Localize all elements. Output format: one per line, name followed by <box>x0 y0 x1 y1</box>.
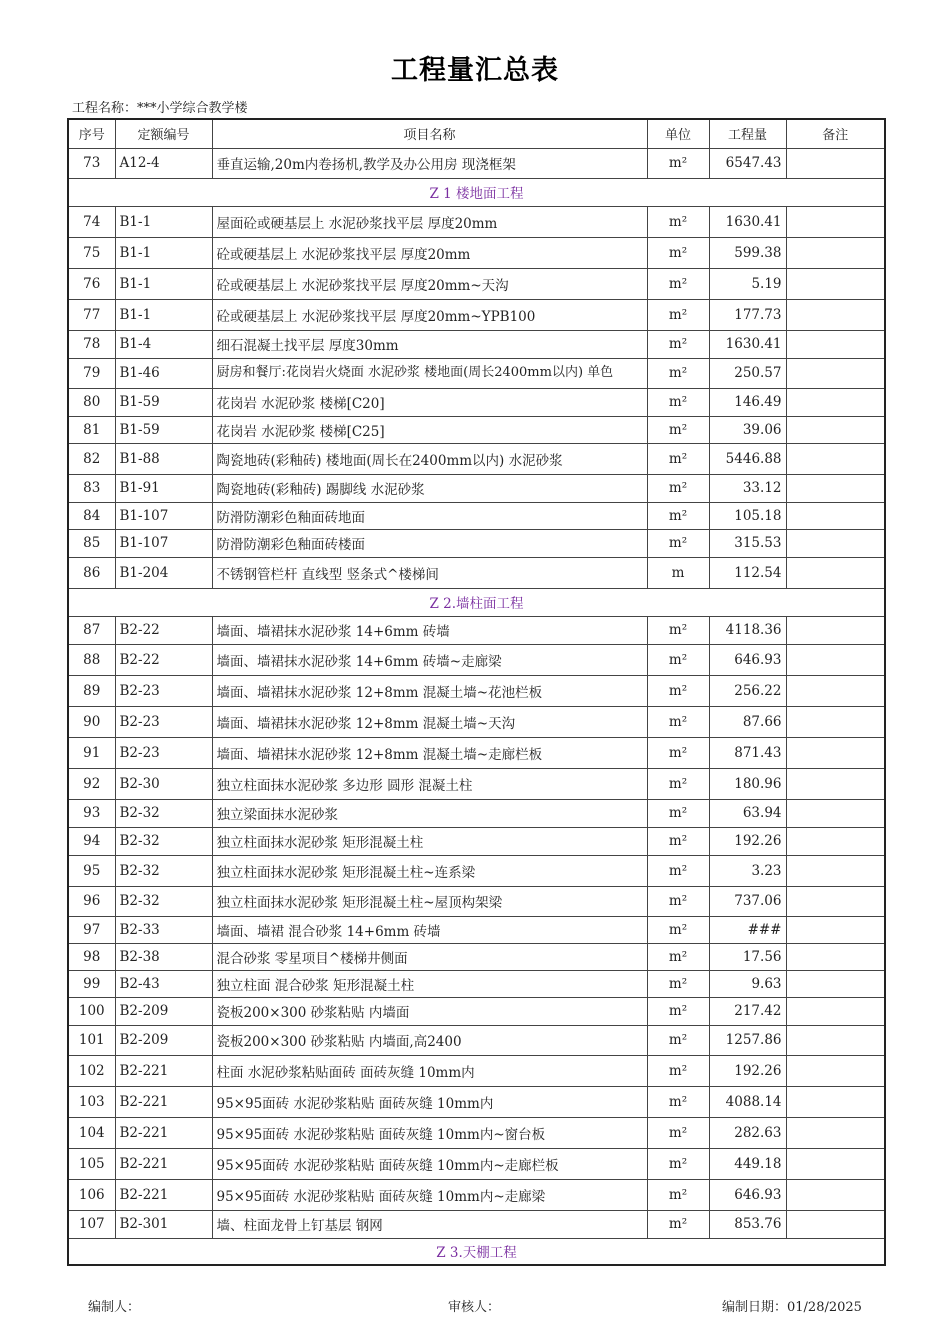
row-number-cell: 79 <box>68 358 115 388</box>
unit-cell: m² <box>647 148 709 178</box>
remark-cell <box>786 358 885 388</box>
item-name-cell: 不锈钢管栏杆 直线型 竖条式^楼梯间 <box>212 557 647 588</box>
quantity-cell: 217.42 <box>709 997 786 1025</box>
quota-code-cell: B2-221 <box>115 1179 212 1210</box>
quota-code-cell: B1-59 <box>115 388 212 416</box>
remark-cell <box>786 1025 885 1055</box>
quantity-cell: 6547.43 <box>709 148 786 178</box>
item-name-cell: 独立柱面抹水泥砂浆 矩形混凝土柱~连系梁 <box>212 855 647 886</box>
section-row <box>68 588 885 616</box>
table-row <box>68 206 885 237</box>
quantity-cell: 146.49 <box>709 388 786 416</box>
unit-cell: m² <box>647 799 709 827</box>
quota-code-cell: B2-22 <box>115 644 212 675</box>
table-row <box>68 299 885 330</box>
unit-cell: m² <box>647 1148 709 1179</box>
remark-cell <box>786 299 885 330</box>
unit-cell: m² <box>647 330 709 358</box>
row-number-cell: 107 <box>68 1210 115 1238</box>
row-number-cell: 85 <box>68 529 115 557</box>
table-row <box>68 388 885 416</box>
row-number-cell: 102 <box>68 1055 115 1086</box>
header-unit: 单位 <box>647 119 709 148</box>
table-row <box>68 1086 885 1117</box>
page-title: 工程量汇总表 <box>391 55 559 86</box>
remark-cell <box>786 388 885 416</box>
quantity-cell: 180.96 <box>709 768 786 799</box>
quantity-cell: ### <box>709 916 786 943</box>
table-row <box>68 886 885 916</box>
quantity-cell: 1630.41 <box>709 206 786 237</box>
item-name-cell: 墙、柱面龙骨上钉基层 钢网 <box>212 1210 647 1238</box>
remark-cell <box>786 416 885 443</box>
unit-cell: m² <box>647 299 709 330</box>
item-name-cell: 厨房和餐厅:花岗岩火烧面 水泥砂浆 楼地面(周长2400mm以内) 单色 <box>212 358 647 388</box>
unit-cell: m² <box>647 416 709 443</box>
quantity-cell: 39.06 <box>709 416 786 443</box>
item-name-cell: 95×95面砖 水泥砂浆粘贴 面砖灰缝 10mm内~窗台板 <box>212 1117 647 1148</box>
reviewer-label: 审核人： <box>448 1300 501 1315</box>
row-number-cell: 91 <box>68 737 115 768</box>
quantity-cell: 3.23 <box>709 855 786 886</box>
quota-code-cell: B2-32 <box>115 855 212 886</box>
row-number-cell: 78 <box>68 330 115 358</box>
quota-code-cell: B2-301 <box>115 1210 212 1238</box>
item-name-cell: 瓷板200×300 砂浆粘贴 内墙面 <box>212 997 647 1025</box>
quota-code-cell: B1-1 <box>115 237 212 268</box>
remark-cell <box>786 557 885 588</box>
unit-cell: m² <box>647 827 709 855</box>
table-row <box>68 768 885 799</box>
row-number-cell: 105 <box>68 1148 115 1179</box>
row-number-cell: 77 <box>68 299 115 330</box>
remark-cell <box>786 148 885 178</box>
unit-cell: m² <box>647 268 709 299</box>
quota-code-cell: B2-221 <box>115 1086 212 1117</box>
quantity-cell: 87.66 <box>709 706 786 737</box>
item-name-cell: 95×95面砖 水泥砂浆粘贴 面砖灰缝 10mm内~走廊栏板 <box>212 1148 647 1179</box>
row-number-cell: 97 <box>68 916 115 943</box>
unit-cell: m² <box>647 855 709 886</box>
header-remark: 备注 <box>786 119 885 148</box>
table-row <box>68 474 885 502</box>
remark-cell <box>786 768 885 799</box>
quota-code-cell: B2-30 <box>115 768 212 799</box>
quota-code-cell: B1-4 <box>115 330 212 358</box>
row-number-cell: 95 <box>68 855 115 886</box>
item-name-cell: 花岗岩 水泥砂浆 楼梯[C20] <box>212 388 647 416</box>
table-row <box>68 970 885 997</box>
quantity-cell: 33.12 <box>709 474 786 502</box>
quota-code-cell: B1-1 <box>115 299 212 330</box>
item-name-cell: 墙面、墙裙抹水泥砂浆 14+6mm 砖墙 <box>212 616 647 644</box>
quantity-cell: 256.22 <box>709 675 786 706</box>
quantity-cell: 192.26 <box>709 827 786 855</box>
quantity-cell: 177.73 <box>709 299 786 330</box>
header-code: 定额编号 <box>115 119 212 148</box>
unit-cell: m² <box>647 616 709 644</box>
remark-cell <box>786 827 885 855</box>
row-number-cell: 90 <box>68 706 115 737</box>
unit-cell: m² <box>647 916 709 943</box>
preparer-label: 编制人： <box>88 1300 141 1315</box>
item-name-cell: 墙面、墙裙 混合砂浆 14+6mm 砖墙 <box>212 916 647 943</box>
unit-cell: m² <box>647 997 709 1025</box>
item-name-cell: 砼或硬基层上 水泥砂浆找平层 厚度20mm <box>212 237 647 268</box>
table-row <box>68 268 885 299</box>
table-row <box>68 1117 885 1148</box>
quantity-cell: 63.94 <box>709 799 786 827</box>
table-row <box>68 644 885 675</box>
remark-cell <box>786 644 885 675</box>
unit-cell: m² <box>647 358 709 388</box>
remark-cell <box>786 916 885 943</box>
quota-code-cell: B2-32 <box>115 799 212 827</box>
quantity-cell: 853.76 <box>709 1210 786 1238</box>
row-number-cell: 100 <box>68 997 115 1025</box>
project-name: 工程名称：***小学综合教学楼 <box>72 101 248 116</box>
item-name-cell: 砼或硬基层上 水泥砂浆找平层 厚度20mm~YPB100 <box>212 299 647 330</box>
table-row <box>68 529 885 557</box>
quota-code-cell: A12-4 <box>115 148 212 178</box>
remark-cell <box>786 1117 885 1148</box>
quota-code-cell: B2-43 <box>115 970 212 997</box>
item-name-cell: 墙面、墙裙抹水泥砂浆 12+8mm 混凝土墙~走廊栏板 <box>212 737 647 768</box>
row-number-cell: 86 <box>68 557 115 588</box>
quantity-cell: 282.63 <box>709 1117 786 1148</box>
table-row <box>68 1210 885 1238</box>
remark-cell <box>786 1086 885 1117</box>
unit-cell: m² <box>647 737 709 768</box>
quota-code-cell: B1-88 <box>115 443 212 474</box>
remark-cell <box>786 943 885 970</box>
unit-cell: m² <box>647 706 709 737</box>
section-row <box>68 1238 885 1265</box>
table-row <box>68 358 885 388</box>
quantity-cell: 871.43 <box>709 737 786 768</box>
unit-cell: m² <box>647 768 709 799</box>
item-name-cell: 屋面砼或硬基层上 水泥砂浆找平层 厚度20mm <box>212 206 647 237</box>
remark-cell <box>786 268 885 299</box>
table-row <box>68 557 885 588</box>
table-row <box>68 502 885 529</box>
quota-code-cell: B2-23 <box>115 737 212 768</box>
unit-cell: m² <box>647 474 709 502</box>
quantity-cell: 4118.36 <box>709 616 786 644</box>
quota-code-cell: B1-1 <box>115 268 212 299</box>
unit-cell: m² <box>647 675 709 706</box>
unit-cell: m² <box>647 443 709 474</box>
quantity-cell: 192.26 <box>709 1055 786 1086</box>
table-row <box>68 416 885 443</box>
row-number-cell: 101 <box>68 1025 115 1055</box>
unit-cell: m² <box>647 502 709 529</box>
item-name-cell: 陶瓷地砖(彩釉砖) 楼地面(周长在2400mm以内) 水泥砂浆 <box>212 443 647 474</box>
unit-cell: m² <box>647 886 709 916</box>
item-name-cell: 陶瓷地砖(彩釉砖) 踢脚线 水泥砂浆 <box>212 474 647 502</box>
unit-cell: m² <box>647 943 709 970</box>
remark-cell <box>786 1148 885 1179</box>
table-header-row <box>68 119 885 148</box>
section-row <box>68 178 885 206</box>
unit-cell: m² <box>647 529 709 557</box>
remark-cell <box>786 886 885 916</box>
header-name: 项目名称 <box>212 119 647 148</box>
item-name-cell: 花岗岩 水泥砂浆 楼梯[C25] <box>212 416 647 443</box>
quantity-cell: 646.93 <box>709 1179 786 1210</box>
item-name-cell: 独立柱面抹水泥砂浆 矩形混凝土柱~屋顶构架梁 <box>212 886 647 916</box>
item-name-cell: 墙面、墙裙抹水泥砂浆 14+6mm 砖墙~走廊梁 <box>212 644 647 675</box>
row-number-cell: 82 <box>68 443 115 474</box>
quota-code-cell: B2-38 <box>115 943 212 970</box>
quota-code-cell: B2-22 <box>115 616 212 644</box>
quota-code-cell: B1-91 <box>115 474 212 502</box>
table-row <box>68 916 885 943</box>
row-number-cell: 104 <box>68 1117 115 1148</box>
item-name-cell: 柱面 水泥砂浆粘贴面砖 面砖灰缝 10mm内 <box>212 1055 647 1086</box>
unit-cell: m² <box>647 970 709 997</box>
remark-cell <box>786 997 885 1025</box>
table-row <box>68 1055 885 1086</box>
row-number-cell: 99 <box>68 970 115 997</box>
header-qty: 工程量 <box>709 119 786 148</box>
quantity-cell: 1630.41 <box>709 330 786 358</box>
date-label: 编制日期：01/28/2025 <box>722 1300 862 1315</box>
quantity-cell: 5.19 <box>709 268 786 299</box>
unit-cell: m² <box>647 1025 709 1055</box>
quota-code-cell: B1-204 <box>115 557 212 588</box>
table-row <box>68 237 885 268</box>
quota-code-cell: B2-221 <box>115 1055 212 1086</box>
header-no: 序号 <box>68 119 115 148</box>
item-name-cell: 混合砂浆 零星项目^楼梯井侧面 <box>212 943 647 970</box>
item-name-cell: 防滑防潮彩色釉面砖地面 <box>212 502 647 529</box>
table-body <box>68 119 885 1265</box>
quota-code-cell: B2-209 <box>115 1025 212 1055</box>
quota-code-cell: B2-32 <box>115 827 212 855</box>
quota-code-cell: B2-33 <box>115 916 212 943</box>
quota-code-cell: B1-107 <box>115 529 212 557</box>
remark-cell <box>786 970 885 997</box>
row-number-cell: 75 <box>68 237 115 268</box>
item-name-cell: 防滑防潮彩色釉面砖楼面 <box>212 529 647 557</box>
item-name-cell: 独立柱面抹水泥砂浆 多边形 圆形 混凝土柱 <box>212 768 647 799</box>
remark-cell <box>786 706 885 737</box>
quantity-cell: 315.53 <box>709 529 786 557</box>
row-number-cell: 87 <box>68 616 115 644</box>
quota-code-cell: B1-107 <box>115 502 212 529</box>
quantity-cell: 599.38 <box>709 237 786 268</box>
table-row <box>68 1179 885 1210</box>
remark-cell <box>786 1210 885 1238</box>
quantity-cell: 1257.86 <box>709 1025 786 1055</box>
remark-cell <box>786 206 885 237</box>
remark-cell <box>786 675 885 706</box>
remark-cell <box>786 330 885 358</box>
remark-cell <box>786 855 885 886</box>
quantity-cell: 17.56 <box>709 943 786 970</box>
unit-cell: m <box>647 557 709 588</box>
row-number-cell: 96 <box>68 886 115 916</box>
remark-cell <box>786 237 885 268</box>
table-row <box>68 943 885 970</box>
unit-cell: m² <box>647 644 709 675</box>
item-name-cell: 独立柱面 混合砂浆 矩形混凝土柱 <box>212 970 647 997</box>
unit-cell: m² <box>647 1210 709 1238</box>
item-name-cell: 垂直运输,20m内卷扬机,教学及办公用房 现浇框架 <box>212 148 647 178</box>
table-row <box>68 616 885 644</box>
item-name-cell: 独立梁面抹水泥砂浆 <box>212 799 647 827</box>
quantity-cell: 105.18 <box>709 502 786 529</box>
quantity-cell: 646.93 <box>709 644 786 675</box>
item-name-cell: 墙面、墙裙抹水泥砂浆 12+8mm 混凝土墙~天沟 <box>212 706 647 737</box>
quota-code-cell: B2-221 <box>115 1117 212 1148</box>
quota-code-cell: B2-32 <box>115 886 212 916</box>
unit-cell: m² <box>647 1055 709 1086</box>
table-row <box>68 443 885 474</box>
quantity-cell: 112.54 <box>709 557 786 588</box>
remark-cell <box>786 529 885 557</box>
section-title: Z 1 楼地面工程 <box>68 178 885 206</box>
row-number-cell: 89 <box>68 675 115 706</box>
item-name-cell: 砼或硬基层上 水泥砂浆找平层 厚度20mm~天沟 <box>212 268 647 299</box>
table-row <box>68 1148 885 1179</box>
row-number-cell: 81 <box>68 416 115 443</box>
section-title: Z 3.天棚工程 <box>68 1238 885 1265</box>
remark-cell <box>786 1179 885 1210</box>
item-name-cell: 细石混凝土找平层 厚度30mm <box>212 330 647 358</box>
row-number-cell: 76 <box>68 268 115 299</box>
row-number-cell: 103 <box>68 1086 115 1117</box>
table-row <box>68 1025 885 1055</box>
table-row <box>68 799 885 827</box>
unit-cell: m² <box>647 237 709 268</box>
quota-code-cell: B1-1 <box>115 206 212 237</box>
row-number-cell: 106 <box>68 1179 115 1210</box>
table-row <box>68 827 885 855</box>
item-name-cell: 独立柱面抹水泥砂浆 矩形混凝土柱 <box>212 827 647 855</box>
remark-cell <box>786 1055 885 1086</box>
table-row <box>68 737 885 768</box>
table-row <box>68 706 885 737</box>
quota-code-cell: B1-59 <box>115 416 212 443</box>
table-row <box>68 148 885 178</box>
unit-cell: m² <box>647 1117 709 1148</box>
unit-cell: m² <box>647 388 709 416</box>
quota-code-cell: B1-46 <box>115 358 212 388</box>
row-number-cell: 93 <box>68 799 115 827</box>
quantity-cell: 9.63 <box>709 970 786 997</box>
item-name-cell: 墙面、墙裙抹水泥砂浆 12+8mm 混凝土墙~花池栏板 <box>212 675 647 706</box>
remark-cell <box>786 616 885 644</box>
item-name-cell: 瓷板200×300 砂浆粘贴 内墙面,高2400 <box>212 1025 647 1055</box>
unit-cell: m² <box>647 1179 709 1210</box>
remark-cell <box>786 799 885 827</box>
section-title: Z 2.墙柱面工程 <box>68 588 885 616</box>
table-row <box>68 855 885 886</box>
quantity-cell: 449.18 <box>709 1148 786 1179</box>
remark-cell <box>786 474 885 502</box>
row-number-cell: 73 <box>68 148 115 178</box>
quantity-cell: 250.57 <box>709 358 786 388</box>
remark-cell <box>786 443 885 474</box>
unit-cell: m² <box>647 206 709 237</box>
row-number-cell: 84 <box>68 502 115 529</box>
row-number-cell: 94 <box>68 827 115 855</box>
row-number-cell: 98 <box>68 943 115 970</box>
item-name-cell: 95×95面砖 水泥砂浆粘贴 面砖灰缝 10mm内~走廊梁 <box>212 1179 647 1210</box>
remark-cell <box>786 737 885 768</box>
row-number-cell: 92 <box>68 768 115 799</box>
quota-code-cell: B2-23 <box>115 706 212 737</box>
quota-code-cell: B2-23 <box>115 675 212 706</box>
table-row <box>68 330 885 358</box>
row-number-cell: 83 <box>68 474 115 502</box>
quantity-summary-table <box>67 118 886 1266</box>
row-number-cell: 80 <box>68 388 115 416</box>
quantity-cell: 737.06 <box>709 886 786 916</box>
table-row <box>68 997 885 1025</box>
quota-code-cell: B2-209 <box>115 997 212 1025</box>
quantity-cell: 5446.88 <box>709 443 786 474</box>
remark-cell <box>786 502 885 529</box>
table-row <box>68 675 885 706</box>
row-number-cell: 74 <box>68 206 115 237</box>
quota-code-cell: B2-221 <box>115 1148 212 1179</box>
quantity-cell: 4088.14 <box>709 1086 786 1117</box>
item-name-cell: 95×95面砖 水泥砂浆粘贴 面砖灰缝 10mm内 <box>212 1086 647 1117</box>
unit-cell: m² <box>647 1086 709 1117</box>
row-number-cell: 88 <box>68 644 115 675</box>
